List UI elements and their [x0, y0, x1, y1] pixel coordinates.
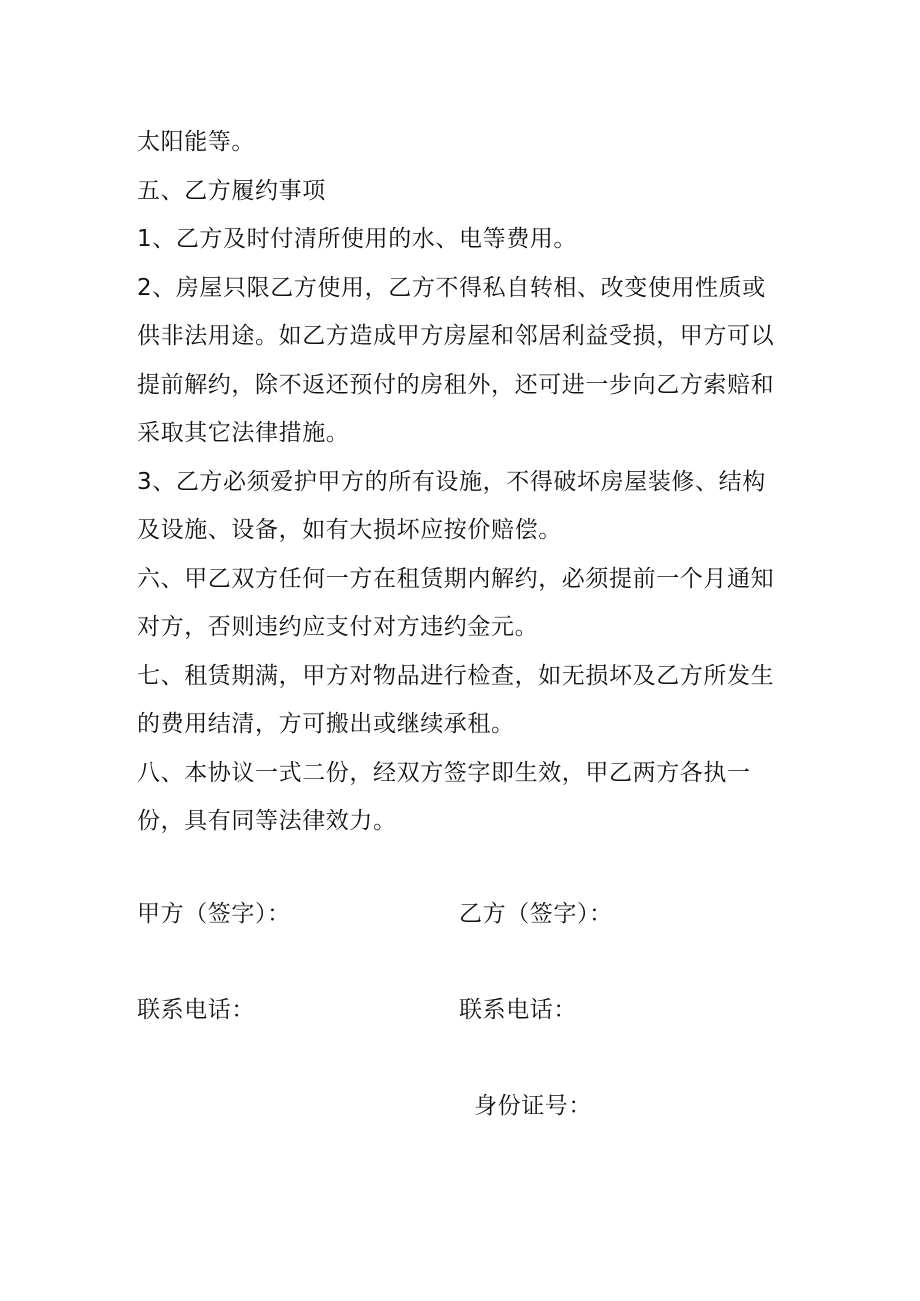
clause-5-3: 3、乙方必须爱护甲方的所有设施，不得破坏房屋装修、结构及设施、设备，如有大损坏应按价赔偿。 — [137, 468, 766, 543]
section-eight: 八、本协议一式二份，经双方签字即生效，甲乙两方各执一份，具有同等法律效力。 — [137, 759, 751, 834]
section-heading-five: 五、乙方履约事项 — [137, 177, 326, 204]
party-b-id-label: 身份证号： — [474, 1093, 592, 1119]
party-a-signature-label: 甲方（签字）： — [137, 901, 291, 927]
clause-5-1: 1、乙方及时付清所使用的水、电等费用。 — [137, 226, 578, 252]
contract-body — [137, 118, 787, 846]
party-a-phone-label: 联系电话： — [137, 997, 255, 1023]
paragraph-solar: 太阳能等。 — [137, 129, 255, 155]
party-b-signature-label: 乙方（签字）： — [459, 901, 613, 927]
clause-5-2: 2、房屋只限乙方使用，乙方不得私自转相、改变使用性质或供非法用途。如乙方造成甲方房屋和邻居利益受损，甲方可以提前解约，除不返还预付的房租外，还可进一步向乙方索赔和采取其它法律措施。 — [137, 274, 775, 446]
party-b-phone-label: 联系电话： — [459, 997, 577, 1023]
section-seven: 七、租赁期满，甲方对物品进行检查，如无损坏及乙方所发生的费用结清，方可搬出或继续承租。 — [137, 662, 775, 737]
section-six: 六、甲乙双方任何一方在租赁期内解约，必须提前一个月通知对方，否则违约应支付对方违约金元。 — [137, 565, 775, 640]
